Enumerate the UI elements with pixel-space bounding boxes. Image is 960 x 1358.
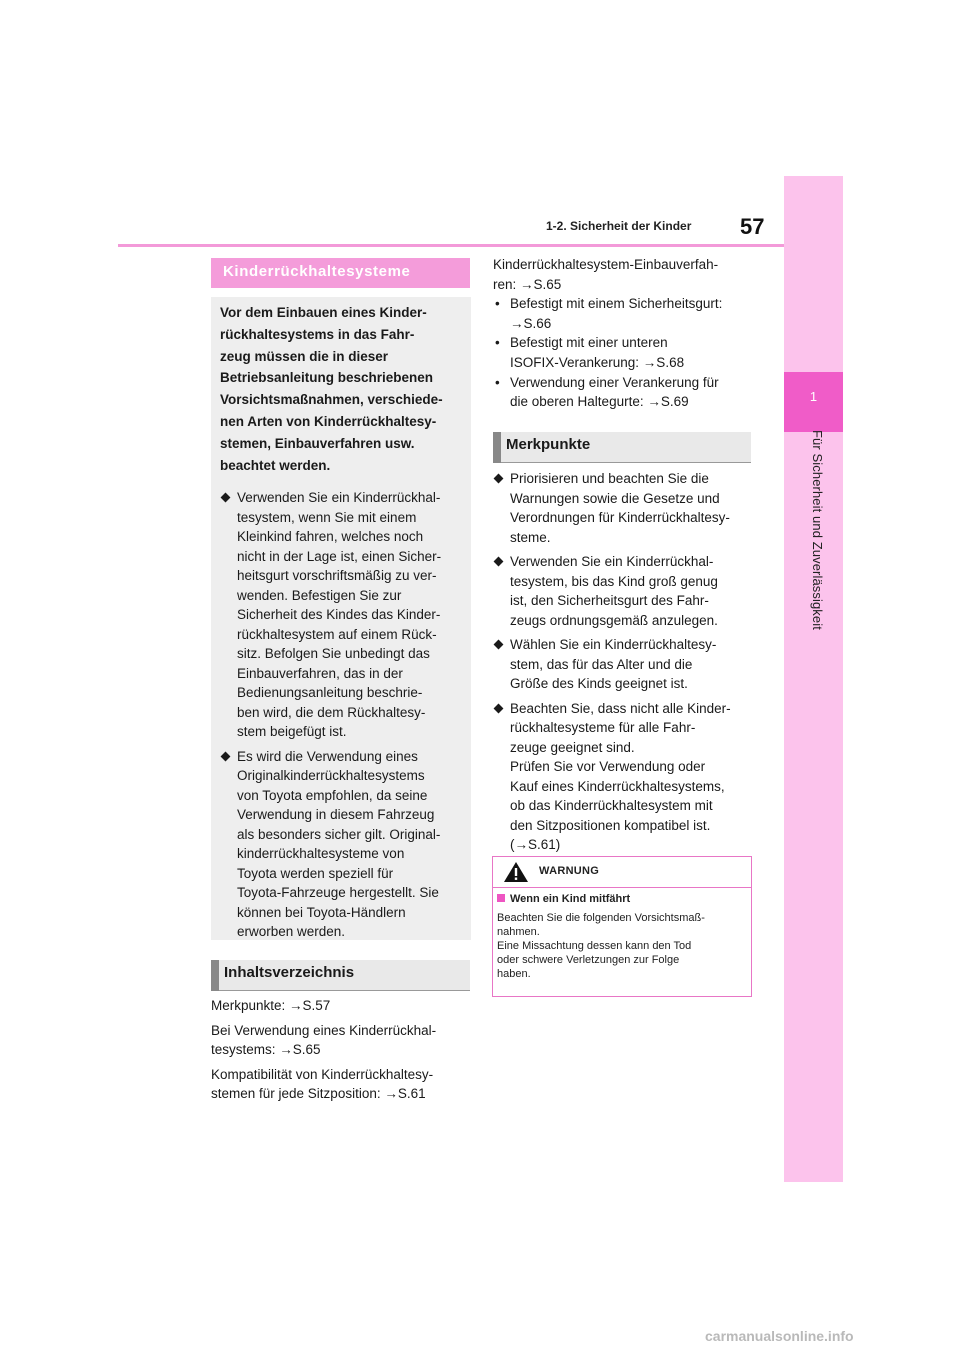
intro-line: Vor dem Einbauen eines Kinder- — [220, 305, 427, 320]
section-title: 1-2. Sicherheit der Kinder — [546, 219, 692, 233]
bullet-line: nicht in der Lage ist, einen Sicher- — [237, 548, 442, 564]
bullet-line: zeuge geeignet sind. — [510, 739, 635, 755]
bullet-line: Beachten Sie, dass nicht alle Kinder- — [510, 700, 731, 716]
intro-line: nen Arten von Kinderrückhaltesy- — [220, 413, 437, 429]
bullet-line: Verordnungen für Kinderrückhaltesy- — [510, 510, 730, 525]
bullet-line: stem, das für das Alter und die — [510, 656, 693, 672]
bullet-line: Toyota-Fahrzeuge hergestellt. Sie — [237, 885, 439, 900]
merkpunkte-heading-bar — [493, 432, 751, 463]
bullet-line: Verwenden Sie ein Kinderrückhal- — [237, 490, 441, 505]
toc-entry[interactable] — [211, 1021, 473, 1060]
toc-entry[interactable] — [211, 1065, 473, 1104]
bullet-line: ob das Kinderrückhaltesystem mit — [510, 798, 713, 813]
merkpunkte-list — [493, 469, 751, 860]
install-method-list — [493, 255, 753, 412]
toc-line: Kompatibilität von Kinderrückhaltesy- — [211, 1066, 434, 1082]
watermark: carmanualsonline.info — [705, 1328, 854, 1344]
intro-text — [220, 302, 468, 476]
toc-line: Merkpunkte: →S.57 — [211, 998, 331, 1013]
bullet-line[interactable]: (→S.61) — [510, 837, 561, 852]
bullet-line: zeugs ordnungsgemäß anzulegen. — [510, 612, 718, 628]
list-item[interactable] — [493, 294, 753, 333]
header-rule — [118, 244, 784, 247]
list-item — [493, 699, 751, 855]
kinder-bullet-list — [220, 488, 465, 942]
bullet-line: rückhaltesysteme für alle Fahr- — [510, 720, 696, 735]
sub-bullet-line: die oberen Haltegurte: →S.69 — [510, 394, 689, 410]
list-item[interactable] — [493, 333, 753, 372]
list-item — [493, 552, 751, 630]
sub-bullet-line: →S.66 — [510, 315, 552, 331]
bullet-line: Verwenden Sie ein Kinderrückhal- — [510, 554, 714, 569]
warning-subheading-text: Wenn ein Kind mitfährt — [510, 893, 631, 905]
intro-line: stemen, Einbauverfahren usw. — [220, 435, 415, 451]
bullet-line: Prüfen Sie vor Verwendung oder — [510, 759, 706, 774]
toc-line: stemen für jede Sitzposition: →S.61 — [211, 1086, 426, 1102]
pink-square-icon — [497, 894, 505, 902]
bullet-line: ist, den Sicherheitsgurt des Fahr- — [510, 593, 709, 608]
toc-entry[interactable] — [211, 996, 473, 1016]
sub-bullet-line: ISOFIX-Verankerung: →S.68 — [510, 354, 685, 370]
toc-line: tesystems: →S.65 — [211, 1042, 321, 1058]
chapter-number: 1 — [809, 389, 818, 404]
bullet-line: Bedienungsanleitung beschrie- — [237, 685, 423, 700]
warning-title-bar — [493, 857, 751, 888]
bullet-line: von Toyota empfohlen, da seine — [237, 787, 428, 803]
warning-box — [492, 856, 752, 997]
toc-list — [211, 996, 473, 1109]
list-item — [493, 635, 751, 694]
bullet-line: Originalkinderrückhaltesystems — [237, 768, 425, 783]
intro-line: Vorsichtsmaßnahmen, verschiede- — [220, 392, 443, 408]
bullet-line: Verwendung in diesem Fahrzeug — [237, 807, 435, 822]
bullet-line: Sicherheit des Kindes das Kinder- — [237, 607, 441, 622]
warning-line: oder schwere Verletzungen zur Folge — [497, 954, 680, 966]
bullet-line: kinderrückhaltesysteme von — [237, 846, 405, 861]
list-item — [220, 747, 465, 942]
bullet-line: heitsgurt vorschriftsmäßig zu ver- — [237, 568, 437, 583]
bullet-line: können bei Toyota-Händlern — [237, 904, 406, 920]
warning-title: WARNUNG — [539, 865, 600, 877]
kinder-heading-bar — [211, 258, 470, 288]
bullet-line: steme. — [510, 529, 551, 545]
warning-line: Eine Missachtung dessen kann den Tod — [497, 940, 692, 952]
page-number: 57 — [740, 214, 765, 239]
bullet-line: als besonders sicher gilt. Original- — [237, 826, 441, 842]
list-item — [493, 469, 751, 547]
chapter-title: Für Sicherheit und Zuverlässigkeit — [810, 430, 825, 630]
bullet-line: erworben werden. — [237, 924, 346, 939]
list-item[interactable] — [493, 373, 753, 412]
bullet-line: Warnungen sowie die Gesetze und — [510, 490, 720, 506]
warning-text — [497, 911, 747, 981]
list-item — [220, 488, 465, 742]
warning-subheading — [497, 893, 630, 905]
toc-heading: Inhaltsverzeichnis — [224, 964, 355, 981]
sub-bullet-line: • Befestigt mit einer unteren — [510, 335, 668, 351]
bullet-line: Toyota werden speziell für — [237, 865, 394, 881]
bullet-line: sitz. Befolgen Sie unbedingt das — [237, 646, 430, 661]
sub-bullet-line: • Verwendung einer Verankerung für — [510, 374, 719, 390]
kinder-heading: Kinderrückhaltesysteme — [223, 263, 411, 280]
bullet-line: Es wird die Verwendung eines — [237, 748, 418, 764]
warning-triangle-icon — [503, 861, 529, 883]
bullet-line: Kauf eines Kinderrückhaltesystems, — [510, 778, 725, 794]
merkpunkte-heading: Merkpunkte — [506, 436, 591, 453]
install-line: Kinderrückhaltesystem-Einbauverfah- — [493, 257, 719, 272]
warning-line: haben. — [497, 968, 531, 980]
warning-line: Beachten Sie die folgenden Vorsichtsmaß- — [497, 912, 705, 924]
intro-line: beachtet werden. — [220, 457, 331, 473]
warning-line: nahmen. — [497, 926, 540, 938]
chapter-side-strip — [784, 176, 843, 1182]
bullet-line: stem beigefügt ist. — [237, 724, 347, 739]
intro-line: rückhaltesystems in das Fahr- — [220, 326, 415, 342]
bullet-line: Größe des Kinds geeignet ist. — [510, 676, 688, 691]
intro-line: zeug müssen die in dieser — [220, 348, 389, 364]
intro-line: Betriebsanleitung beschriebenen — [220, 370, 434, 386]
bullet-line: tesystem, bis das Kind groß genug — [510, 573, 718, 589]
sub-bullet-line: • Befestigt mit einem Sicherheitsgurt: — [510, 296, 723, 312]
toc-heading-bar — [211, 960, 470, 991]
bullet-line: Einbauverfahren, das in der — [237, 665, 403, 681]
bullet-line: Wählen Sie ein Kinderrückhaltesy- — [510, 637, 717, 652]
bullet-line: den Sitzpositionen kompatibel ist. — [510, 817, 711, 833]
toc-line: Bei Verwendung eines Kinderrückhal- — [211, 1022, 437, 1038]
bullet-line: wenden. Befestigen Sie zur — [237, 587, 402, 603]
bullet-line: Kleinkind fahren, welches noch — [237, 529, 424, 544]
install-line[interactable]: ren: →S.65 — [493, 276, 562, 292]
intro-box — [211, 297, 471, 940]
bullet-line: Priorisieren und beachten Sie die — [510, 471, 709, 486]
bullet-line: ben wird, die dem Rückhaltesy- — [237, 704, 426, 720]
bullet-line: tesystem, wenn Sie mit einem — [237, 509, 417, 525]
bullet-line: rückhaltesystem auf einem Rück- — [237, 626, 437, 642]
